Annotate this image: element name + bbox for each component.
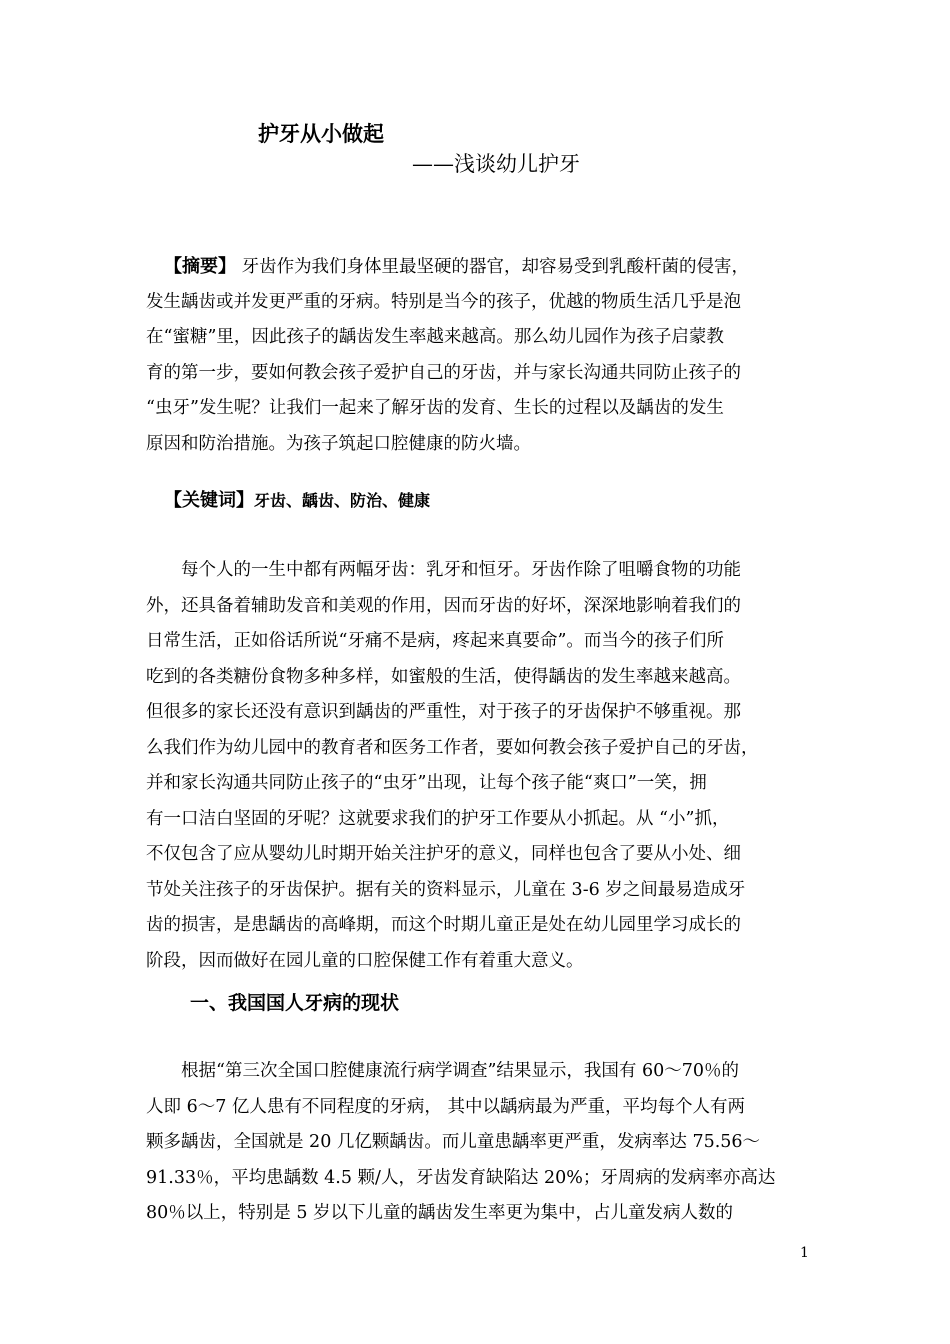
paragraph-line: 有一口洁白坚固的牙呢？这就要求我们的护牙工作要从小抓起。从 “小”抓，: [146, 808, 730, 829]
document-title: 护牙从小做起: [258, 122, 384, 146]
abstract-line: 发生龋齿或并发更严重的牙病。特别是当今的孩子，优越的物质生活几乎是泡: [146, 291, 741, 312]
abstract-line: 原因和防治措施。为孩子筑起口腔健康的防火墙。: [146, 433, 531, 454]
abstract-text: 牙齿作为我们身体里最坚硬的器官，却容易受到乳酸杆菌的侵害，: [236, 257, 750, 277]
paragraph-line: 节处关注孩子的牙齿保护。据有关的资料显示，儿童在 3-6 岁之间最易造成牙: [146, 879, 746, 900]
keywords-tag: 【关键词】: [164, 490, 254, 511]
abstract-line: 育的第一步，要如何教会孩子爱护自己的牙齿，并与家长沟通共同防止孩子的: [146, 362, 741, 383]
intro-paragraph: [146, 553, 806, 979]
paragraph-line: 91.33％，平均患龋数 4.5 颗/人，牙齿发育缺陷达 20%；牙周病的发病率亦高达: [146, 1167, 776, 1188]
keywords-line: [146, 483, 806, 519]
abstract-line: “虫牙”发生呢？让我们一起来了解牙齿的发育、生长的过程以及龋齿的发生: [146, 398, 724, 418]
paragraph-line: 人即 6～7 亿人患有不同程度的牙病， 其中以龋病最为严重，平均每个人有两: [146, 1096, 745, 1117]
paragraph-line: 根据“第三次全国口腔健康流行病学调查”结果显示，我国有 60～70％的: [181, 1061, 739, 1081]
section-heading: 一、我国国人牙病的现状: [190, 992, 400, 1014]
paragraph-line: 么我们作为幼儿园中的教育者和医务工作者，要如何教会孩子爱护自己的牙齿，: [146, 737, 759, 758]
paragraph-line: 但很多的家长还没有意识到龋齿的严重性，对于孩子的牙齿保护不够重视。那: [146, 702, 741, 722]
paragraph-line: 80％以上，特别是 5 岁以下儿童的龋齿发生率更为集中，占儿童发病人数的: [146, 1203, 734, 1223]
abstract-section: [146, 249, 806, 462]
keywords-values: 牙齿、龋齿、防治、健康: [254, 491, 431, 510]
paragraph-line: 阶段，因而做好在园儿童的口腔保健工作有着重大意义。: [146, 950, 584, 971]
paragraph-line: 并和家长沟通共同防止孩子的“虫牙”出现，让每个孩子能“爽口”一笑，拥: [146, 773, 707, 793]
abstract-line: 在“蜜糖”里，因此孩子的龋齿发生率越来越高。那么幼儿园作为孩子启蒙教: [146, 327, 724, 347]
abstract-line: [146, 249, 806, 285]
abstract-tag: 【摘要】: [164, 256, 236, 277]
paragraph-line: 日常生活，正如俗话所说“牙痛不是病，疼起来真要命”。而当今的孩子们所: [146, 631, 724, 651]
keywords-section: [146, 483, 806, 519]
paragraph-line: 颗多龋齿，全国就是 20 几亿颗龋齿。而儿童患龋率更严重，发病率达 75.56～: [146, 1132, 761, 1152]
page-number: 1: [800, 1245, 809, 1261]
paragraph-line: 外，还具备着辅助发音和美观的作用，因而牙齿的好坏，深深地影响着我们的: [146, 595, 741, 616]
document-subtitle: ——浅谈幼儿护牙: [412, 152, 580, 176]
paragraph-line: 不仅包含了应从婴幼儿时期开始关注护牙的意义，同样也包含了要从小处、细: [146, 844, 741, 864]
paragraph-line: 吃到的各类糖份食物多种多样，如蜜般的生活，使得龋齿的发生率越来越高。: [146, 666, 741, 687]
paragraph-line: 齿的损害，是患龋齿的高峰期，而这个时期儿童正是处在幼儿园里学习成长的: [146, 915, 741, 935]
section-paragraph: [146, 1054, 806, 1232]
paragraph-line: 每个人的一生中都有两幅牙齿：乳牙和恒牙。牙齿作除了咀嚼食物的功能: [181, 560, 741, 580]
